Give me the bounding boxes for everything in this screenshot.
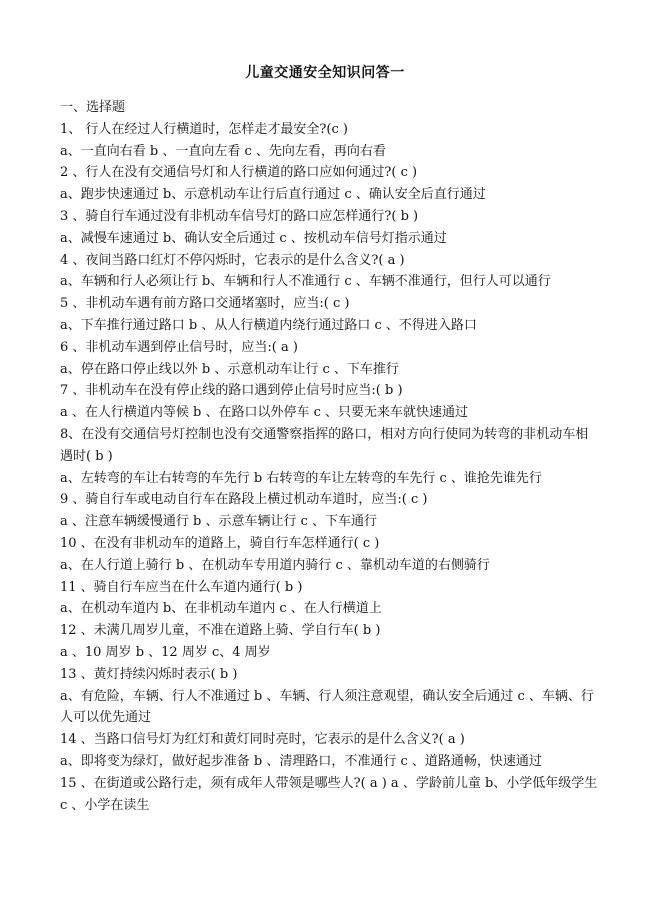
answer-options-line: a 、注意车辆缓慢通行 b 、示意车辆让行 c 、下车通行 [60,514,378,530]
answer-options-line: a、左转弯的车让右转弯的车先行 b 右转弯的车让左转弯的车先行 c 、谁抢先谁先行 [60,470,542,486]
question-line: 11 、骑自行车应当在什么车道内通行( b ) [60,579,303,595]
question-line: 15 、在街道或公路行走，须有成年人带领是哪些人?( a ) a 、学龄前儿童 b、小学低年级学生 c 、小学在读生 [60,775,598,813]
answer-options-line: a、在机动车道内 b、在非机动车道内 c 、在人行横道上 [60,601,382,617]
question-line: 4 、夜间当路口红灯不停闪烁时，它表示的是什么含义?( a ) [60,252,405,268]
question-list [60,97,600,816]
question-line: 13 、黄灯持续闪烁时表示( b ) [60,666,238,682]
document-title: 儿童交通安全知识问答一 [245,65,405,81]
answer-options-line: a、下车推行通过路口 b 、从人行横道内绕行通过路口 c 、不得进入路口 [60,317,477,333]
question-line: 9 、骑自行车或电动自行车在路段上横过机动车道时，应当:( c ) [60,492,428,508]
question-line: 14 、当路口信号灯为红灯和黄灯同时亮时，它表示的是什么含义?( a ) [60,732,465,748]
question-line: 10 、在没有非机动车的道路上，骑自行车怎样通行( c ) [60,535,380,551]
answer-options-line: a、在人行道上骑行 b 、在机动车专用道内骑行 c 、靠机动车道的右侧骑行 [60,557,490,573]
answer-options-line: a 、10 周岁 b 、12 周岁 c、4 周岁 [60,644,271,660]
answer-options-line: a、停在路口停止线以外 b 、示意机动车让行 c 、下车推行 [60,361,399,377]
answer-options-line: a、一直向右看 b 、一直向左看 c 、先向左看，再向右看 [60,143,386,159]
answer-options-line: a、有危险，车辆、行人不准通过 b 、车辆、行人须注意观望，确认安全后通过 c 、车辆、行人可以优先通过 [60,688,594,726]
question-line: 6 、非机动车遇到停止信号时，应当:( a ) [60,339,298,355]
question-line: 5 、非机动车遇有前方路口交通堵塞时，应当:( c ) [60,296,350,312]
answer-options-line: a 、在人行横道内等候 b 、在路口以外停车 c 、只要无来车就快速通过 [60,405,469,421]
question-line: 7 、非机动车在没有停止线的路口遇到停止信号时应当:( b ) [60,383,403,399]
answer-options-line: a、减慢车速通过 b、确认安全后通过 c 、按机动车信号灯指示通过 [60,230,447,246]
question-line: 12 、未满几周岁儿童，不准在道路上骑、学自行车( b ) [60,623,381,639]
answer-options-line: a、车辆和行人必须让行 b、车辆和行人不准通行 c 、车辆不准通行，但行人可以通行 [60,274,551,290]
section-heading: 一、选择题 [60,100,126,115]
question-line: 3 、骑自行车通过没有非机动车信号灯的路口应怎样通行?( b ) [60,208,419,224]
answer-options-line: a、跑步快速通过 b、示意机动车让行后直行通过 c 、确认安全后直行通过 [60,187,486,203]
question-line: 1、 行人在经过人行横道时，怎样走才最安全?(c ) [60,121,348,137]
answer-options-line: a、即将变为绿灯，做好起步准备 b 、清理路口，不准通行 c 、道路通畅，快速通过 [60,753,542,769]
question-line: 2 、行人在没有交通信号灯和人行横道的路口应如何通过?( c ) [60,165,418,181]
question-line: 8、在没有交通信号灯控制也没有交通警察指挥的路口，相对方向行使同为转弯的非机动车相遇时( b ) [60,426,589,464]
